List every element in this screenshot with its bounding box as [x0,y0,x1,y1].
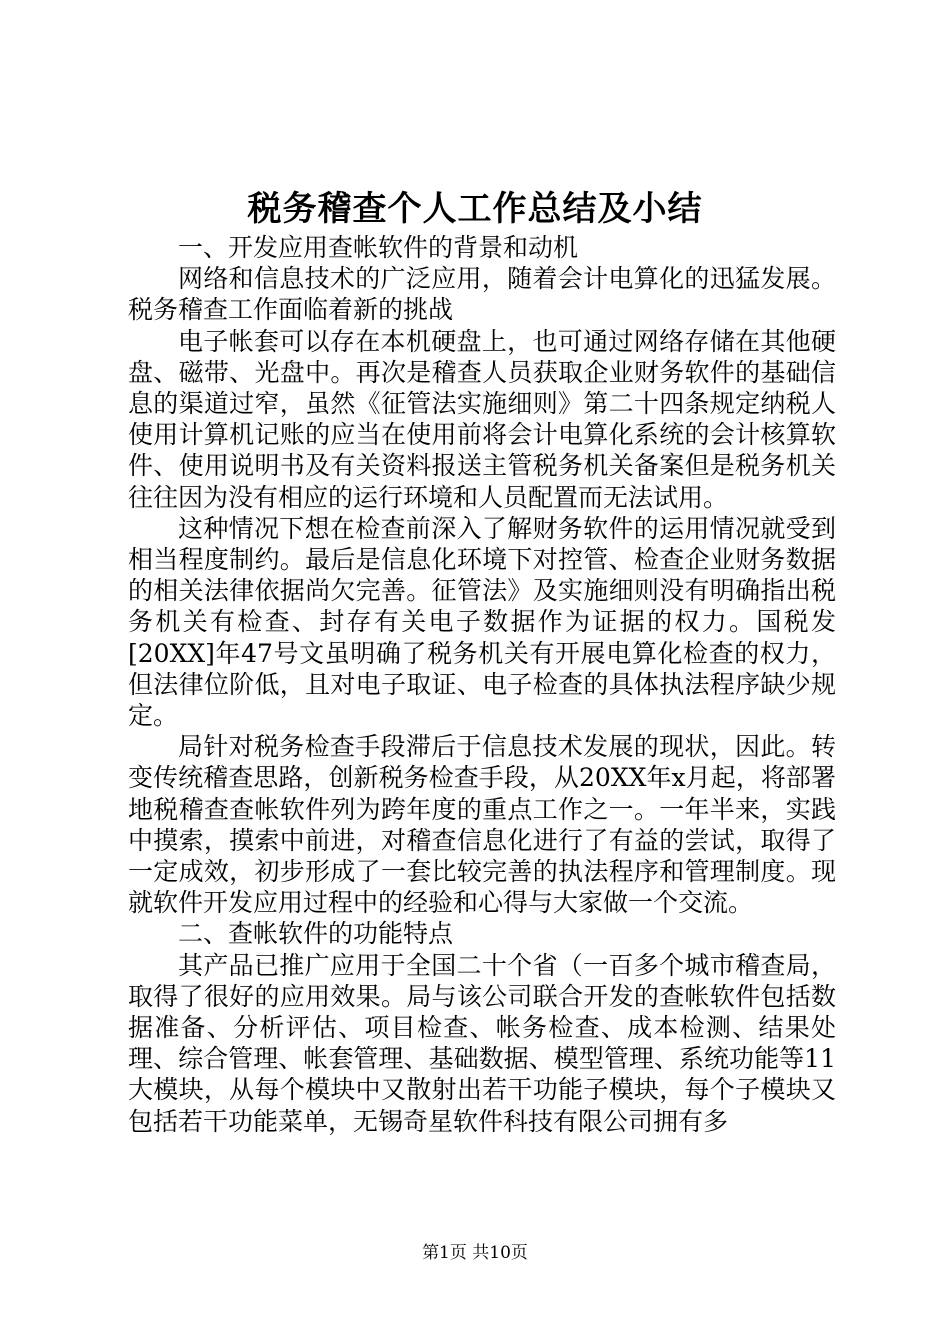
body-paragraph: 其产品已推广应用于全国二十个省（一百多个城市稽查局，取得了很好的应用效果。局与该公司联合开发的查帐软件包括数据准备、分析评估、项目检查、帐务检查、成本检测、结果处理、综合管理、帐套管理、基础数据、模型管理、系统功能等11大模块，从每个模块中又散射出若干功能子模块，每个子模块又包括若干功能菜单，无锡奇星软件科技有限公司拥有多 [128,950,836,1136]
page-number-footer: 第1页 共10页 [422,1243,528,1263]
body-paragraph: 网络和信息技术的广泛应用，随着会计电算化的迅猛发展。税务稽查工作面临着新的挑战 [128,264,836,325]
body-paragraph: 这种情况下想在检查前深入了解财务软件的运用情况就受到相当程度制约。最后是信息化环境下对控管、检查企业财务数据的相关法律依据尚欠完善。征管法》及实施细则没有明确指出税务机关有检查、封存有关电子数据作为证据的权力。国税发[20XX]年47号文虽明确了税务机关有开展电算化检查的权力，但法律位阶低，且对电子取证、电子检查的具体执法程序缺少规定。 [128,513,836,731]
heading-section-2: 二、查帐软件的功能特点 [178,919,454,949]
body-paragraph: 电子帐套可以存在本机硬盘上，也可通过网络存储在其他硬盘、磁带、光盘中。再次是稽查人员获取企业财务软件的基础信息的渠道过窄，虽然《征管法实施细则》第二十四条规定纳税人使用计算机记账的应当在使用前将会计电算化系统的会计核算软件、使用说明书及有关资料报送主管税务机关备案但是税务机关往往因为没有相应的运行环境和人员配置而无法试用。 [128,326,836,512]
document-body [128,232,836,1137]
heading-section-1: 一、开发应用查帐软件的背景和动机 [178,233,579,262]
body-paragraph: 局针对税务检查手段滞后于信息技术发展的现状，因此。转变传统稽查思路，创新税务检查手段，从20XX年x月起，将部署地税稽查查帐软件列为跨年度的重点工作之一。一年半来，实践中摸索，摸索中前进，对稽查信息化进行了有益的尝试，取得了一定成效，初步形成了一套比较完善的执法程序和管理制度。现就软件开发应用过程中的经验和心得与大家做一个交流。 [128,732,836,918]
document-title: 税务稽查个人工作总结及小结 [247,189,703,229]
